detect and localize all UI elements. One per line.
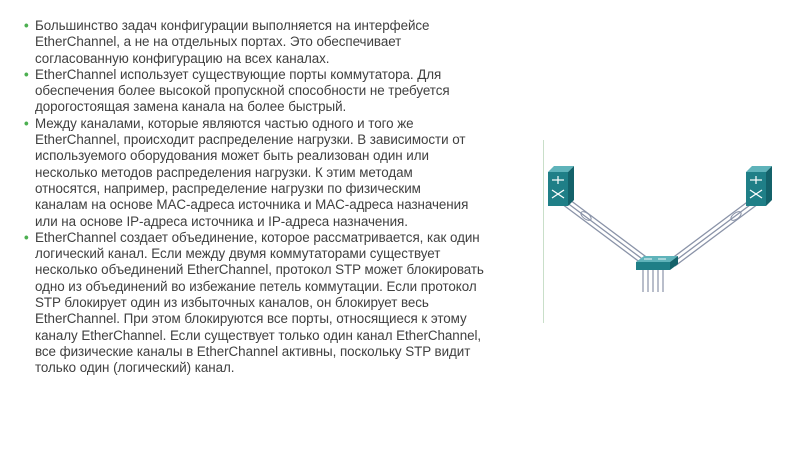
bullet-1 bbox=[24, 18, 536, 67]
bullet-3-line-2: EtherChannel, происходит распределение нагрузки. В зависимости от bbox=[35, 132, 466, 148]
bullet-1-line-2: EtherChannel, а не на отдельных портах. Это обеспечивает bbox=[35, 34, 402, 50]
bullet-2-line-3: дорогостоящая замена канала на более быстрый. bbox=[35, 99, 347, 115]
bullet-4-line-7: каналу EtherChannel. Если существует только один канал EtherChannel, bbox=[35, 327, 482, 343]
right-etherchannel-bundle bbox=[667, 200, 758, 266]
right-multilayer-switch-icon bbox=[746, 166, 772, 206]
bullet-4-line-5: STP блокирует один из избыточных каналов, он блокирует весь bbox=[35, 295, 429, 311]
bullet-3-line-6: каналам на основе MAC-адреса источника и MAC-адреса назначения bbox=[35, 197, 469, 213]
bullet-dot: • bbox=[24, 229, 29, 245]
bullet-3-line-4: несколько методов распределения нагрузки. К этим методам bbox=[35, 164, 413, 180]
bullet-dot: • bbox=[24, 66, 29, 82]
left-etherchannel-bundle bbox=[562, 200, 653, 266]
center-switch-icon bbox=[636, 256, 678, 270]
bullet-4-line-6: EtherChannel. При этом блокируются все порты, относящиеся к этому bbox=[35, 311, 467, 327]
bullet-3-line-3: используемого оборудования может быть реализован один или bbox=[35, 148, 429, 164]
bullet-3-line-5: относятся, например, распределение нагрузки по физическим bbox=[35, 180, 421, 196]
bullet-3-line-1: Между каналами, которые являются частью одного и того же bbox=[35, 115, 414, 131]
bullet-3 bbox=[24, 116, 536, 230]
etherchannel-diagram bbox=[540, 160, 780, 300]
bullet-4-line-9: только один (логический) канал. bbox=[35, 360, 235, 376]
bullet-4 bbox=[24, 230, 536, 377]
bullet-2 bbox=[24, 67, 536, 116]
left-multilayer-switch-icon bbox=[548, 166, 574, 206]
bullet-4-line-8: все физические каналы в EtherChannel активны, поскольку STP видит bbox=[35, 343, 471, 359]
bullet-3-line-7: или на основе IP-адреса источника и IP-адреса назначения. bbox=[35, 213, 408, 229]
text-column bbox=[24, 18, 536, 377]
center-switch-downlinks bbox=[643, 270, 663, 292]
bullet-4-line-3: несколько объединений EtherChannel, протокол STP может блокировать bbox=[35, 262, 484, 278]
bullet-1-line-3: согласованную конфигурацию на всех каналах. bbox=[35, 50, 330, 66]
bullet-dot: • bbox=[24, 18, 29, 33]
bullet-2-line-2: обеспечения более высокой пропускной способности не требуется bbox=[35, 83, 450, 99]
bullet-4-line-4: одно из объединений во избежание петель коммутации. Если протокол bbox=[35, 278, 477, 294]
bullet-1-line-1: Большинство задач конфигурации выполняется на интерфейсе bbox=[35, 18, 430, 33]
bullet-4-line-2: логический канал. Если между двумя коммутаторами существует bbox=[35, 246, 441, 262]
bullet-dot: • bbox=[24, 115, 29, 131]
bullet-4-line-1: EtherChannel создает объединение, которое рассматривается, как один bbox=[35, 229, 480, 245]
bullet-2-line-1: EtherChannel использует существующие порты коммутатора. Для bbox=[35, 66, 442, 82]
